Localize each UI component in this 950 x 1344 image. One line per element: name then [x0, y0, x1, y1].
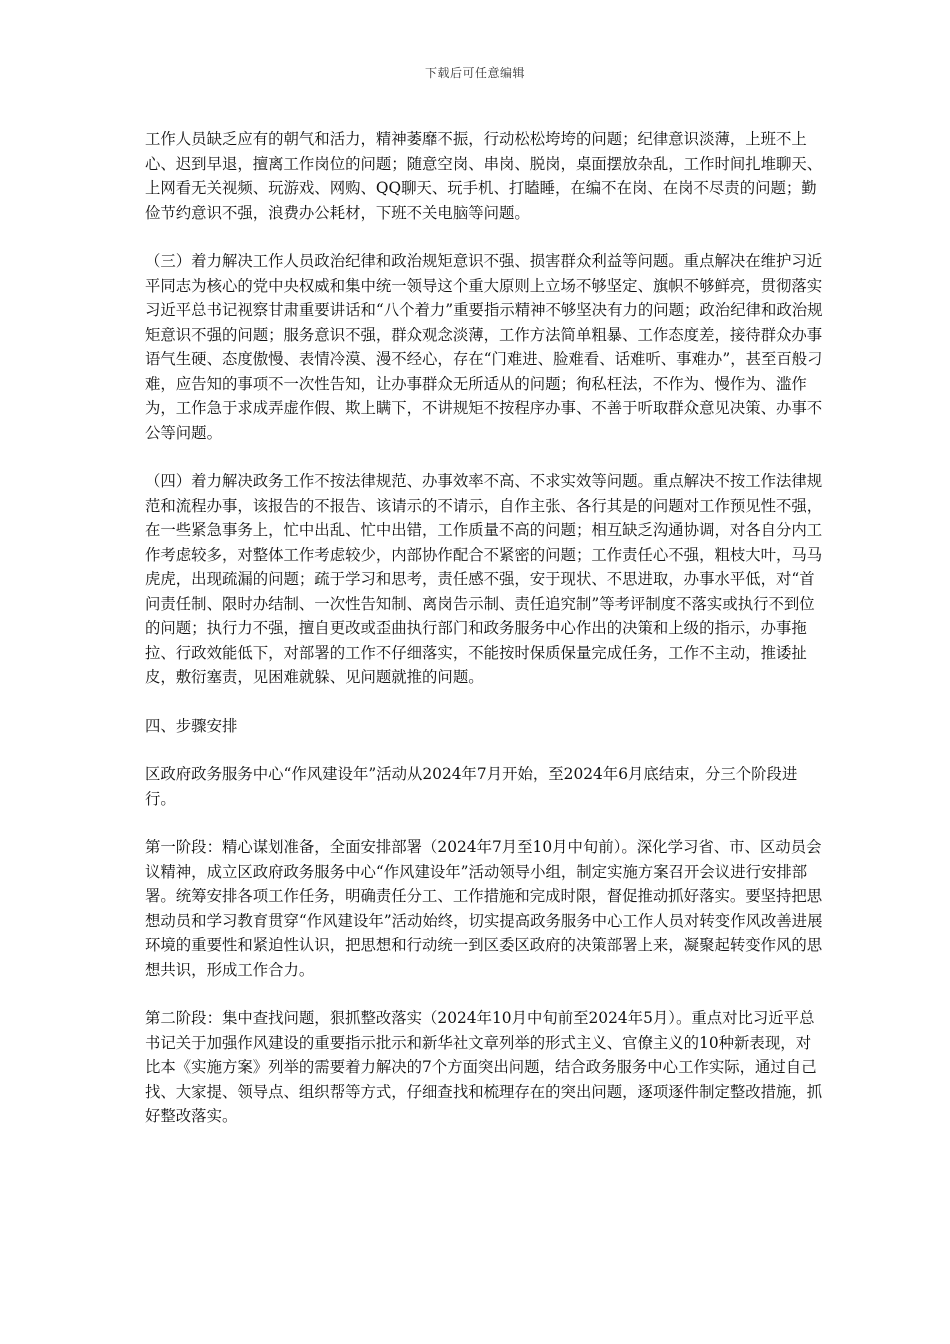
heading-steps: 四、步骤安排 — [145, 716, 238, 735]
paragraph-phase-2: 第二阶段：集中查找问题，狠抓整改落实（2024年10月中旬前至2024年5月）。重点对比习近平总书记关于加强作风建设的重要指示批示和新华社文章列举的形式主义、官僚主义的10种新表现，对比本《实施方案》列举的需要着力解决的7个方面突出问题，结合政务服务中心工作实际，通过自己找、大家提、领导点、组织帮等方式，仔细查找和梳理存在的突出问题，逐项逐件制定整改措施，抓好整改落实。 — [145, 1009, 823, 1125]
page-header: 下载后可任意编辑 — [424, 66, 525, 80]
document-body — [145, 127, 825, 1153]
paragraph-section-3: （三）着力解决工作人员政治纪律和政治规矩意识不强、损害群众利益等问题。重点解决在维护习近平同志为核心的党中央权威和集中统一领导这个重大原则上立场不够坚定、旗帜不够鲜亮，贯彻落实习近平总书记视察甘肃重要讲话和“八个着力”重要指示精神不够坚决有力的问题；政治纪律和政治规矩意识不强的问题；服务意识不强，群众观念淡薄，工作方法简单粗暴、工作态度差，接待群众办事语气生硬、态度傲慢、表情冷漠、漫不经心，存在“门难进、脸难看、话难听、事难办”，甚至百般刁难，应告知的事项不一次性告知，让办事群众无所适从的问题；徇私枉法，不作为、慢作为、滥作为，工作急于求成弄虚作假、欺上瞒下，不讲规矩不按程序办事、不善于听取群众意见决策、办事不公等问题。 — [145, 252, 823, 442]
paragraph-work-discipline: 工作人员缺乏应有的朝气和活力，精神萎靡不振，行动松松垮垮的问题；纪律意识淡薄，上班不上心、迟到早退，擅离工作岗位的问题；随意空岗、串岗、脱岗，桌面摆放杂乱，工作时间扎堆聊天、上网看无关视频、玩游戏、网购、QQ聊天、玩手机、打瞌睡，在编不在岗、在岗不尽责的问题；勤俭节约意识不强，浪费办公耗材，下班不关电脑等问题。 — [145, 130, 823, 222]
paragraph-phase-1: 第一阶段：精心谋划准备，全面安排部署（2024年7月至10月中旬前）。深化学习省、市、区动员会议精神，成立区政府政务服务中心“作风建设年”活动领导小组，制定实施方案召开会议进行安排部署。统筹安排各项工作任务，明确责任分工、工作措施和完成时限，督促推动抓好落实。要坚持把思想动员和学习教育贯穿“作风建设年”活动始终，切实提高政务服务中心工作人员对转变作风改善进展环境的重要性和紧迫性认识，把思想和行动统一到区委区政府的决策部署上来，凝聚起转变作风的思想共识，形成工作合力。 — [145, 838, 823, 979]
paragraph-section-4: （四）着力解决政务工作不按法律规范、办事效率不高、不求实效等问题。重点解决不按工作法律规范和流程办事，该报告的不报告、该请示的不请示，自作主张、各行其是的问题对工作预见性不强，在一些紧急事务上，忙中出乱、忙中出错，工作质量不高的问题；相互缺乏沟通协调，对各自分内工作考虑较多，对整体工作考虑较少，内部协作配合不紧密的问题；工作责任心不强，粗枝大叶，马马虎虎，出现疏漏的问题；疏于学习和思考，责任感不强，安于现状、不思进取，办事水平低，对“首问责任制、限时办结制、一次性告知制、离岗告示制、责任追究制”等考评制度不落实或执行不到位的问题；执行力不强，擅自更改或歪曲执行部门和政务服务中心作出的决策和上级的指示，办事拖拉、行政效能低下，对部署的工作不仔细落实，不能按时保质保量完成任务，工作不主动，推诿扯皮，敷衍塞责，见困难就躲、见问题就推的问题。 — [145, 472, 823, 686]
paragraph-timeline-intro: 区政府政务服务中心“作风建设年”活动从2024年7月开始，至2024年6月底结束，分三个阶段进行。 — [145, 765, 798, 808]
